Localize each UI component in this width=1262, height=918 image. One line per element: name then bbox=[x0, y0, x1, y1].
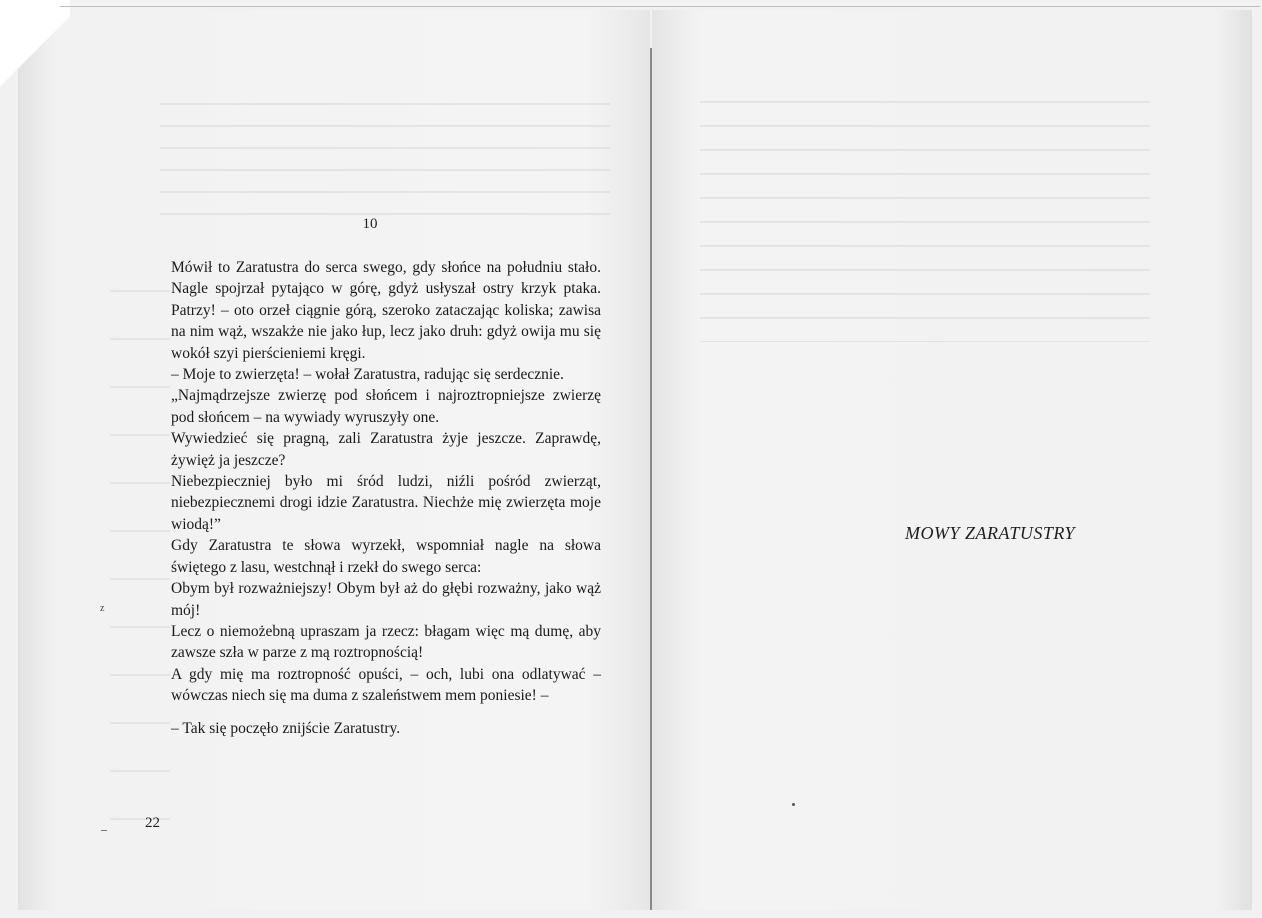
chapter-number: 10 bbox=[362, 216, 378, 232]
paragraph: – Moje to zwierzęta! – wołał Zaratustra, radując się serdecznie. bbox=[171, 366, 564, 384]
paragraph: Gdy Zaratustra te słowa wyrzekł, wspomniał nagle na słowa świętego z lasu, westchnął i rzekł do swego serca: bbox=[171, 537, 601, 576]
paragraph: Lecz o niemożebną upraszam ja rzecz: błagam więc mą dumę, aby zawsze szła w parze z mą roztropnością! bbox=[171, 622, 601, 662]
margin-dash bbox=[101, 830, 107, 831]
paper-speck bbox=[792, 803, 795, 806]
bleed-through-left bbox=[160, 95, 610, 235]
closing-line: – Tak się poczęło znijście Zaratustry. bbox=[171, 719, 401, 737]
paragraph: Obym był rozważniejszy! Obym był aż do głębi rozważny, jako wąż mój! bbox=[171, 580, 601, 619]
page-number: 22 bbox=[145, 815, 160, 831]
page-corner-fold bbox=[0, 0, 70, 120]
paragraph: A gdy mię ma roztropność opuści, – och, lubi ona odlatywać – wówczas niech się ma duma z szaleństwem mem poniesie! – bbox=[171, 665, 601, 705]
paragraph: Niebezpieczniej było mi śród ludzi, niźli pośród zwierząt, niebezpiecznemi drogi idzie Zaratustra. Niechże mię zwierzęta moje wiodą!” bbox=[171, 473, 601, 533]
bleed-through-right bbox=[700, 92, 1150, 342]
paragraph: „Najmądrzejsze zwierzę pod słońcem i najroztropniejsze zwierzę pod słońcem – na wywiady wyruszyły one. bbox=[171, 387, 601, 426]
paragraph: Wywiedzieć się pragną, zali Zaratustra żyje jeszcze. Zaprawdę, żywięż ja jeszcze? bbox=[171, 430, 601, 469]
page-top-edge bbox=[60, 6, 1260, 7]
section-title: MOWY ZARATUSTRY bbox=[905, 523, 1076, 543]
left-page-body bbox=[171, 257, 601, 739]
margin-mark: z bbox=[100, 603, 105, 614]
bleed-through-left-lower bbox=[110, 260, 170, 820]
book-gutter bbox=[650, 48, 652, 910]
paragraph: Mówił to Zaratustra do serca swego, gdy słońce na południu stało. Nagle spojrzał pytająco w górę, gdyż usłyszał ostry krzyk ptaka. Patrzy! – oto orzeł ciągnie górą, szeroko zataczając koliska; zawisa na nim wąż, wszakże nie jako łup, lecz jako druh: gdyż owija mu się wokół szyi pierścieniemi kręgi. bbox=[171, 259, 601, 362]
